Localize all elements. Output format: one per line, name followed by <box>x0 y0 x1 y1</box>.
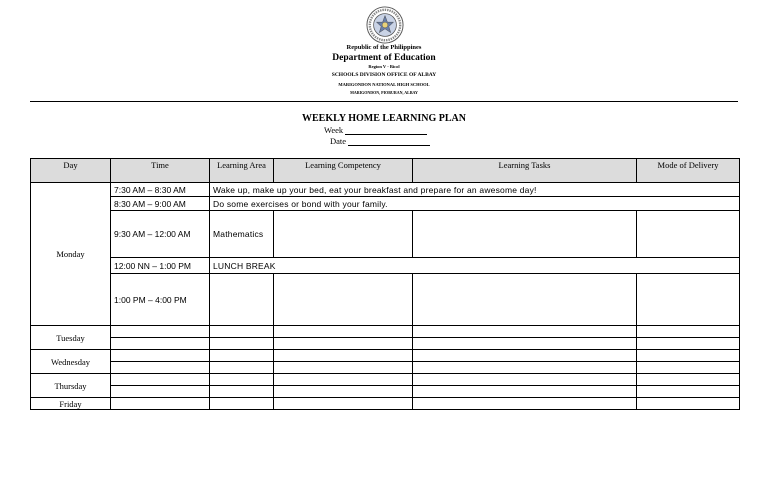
division-office: SCHOOLS DIVISION OFFICE OF ALBAY <box>331 72 437 78</box>
day-friday: Friday <box>31 398 111 410</box>
tasks-cell[interactable] <box>413 326 637 338</box>
deped-seal <box>366 6 404 44</box>
time-cell: 7:30 AM – 8:30 AM <box>111 183 210 197</box>
activity-cell[interactable]: Do some exercises or bond with your family. <box>210 197 740 211</box>
week-label: Week <box>324 125 344 135</box>
table-row <box>31 386 740 398</box>
header-learning-tasks: Learning Tasks <box>413 159 637 183</box>
time-cell[interactable] <box>111 362 210 374</box>
learning-area-cell[interactable]: Mathematics <box>210 211 274 258</box>
competency-cell[interactable] <box>274 374 413 386</box>
delivery-cell[interactable] <box>637 362 740 374</box>
date-label: Date <box>330 136 347 146</box>
table-row <box>31 326 740 338</box>
region-text: Region V - Bicol <box>368 64 400 69</box>
learning-area-cell[interactable] <box>210 374 274 386</box>
time-cell[interactable] <box>111 326 210 338</box>
department-name: Department of Education <box>332 53 436 63</box>
table-row <box>31 274 740 326</box>
week-blank-line[interactable] <box>345 126 427 135</box>
plan-title: WEEKLY HOME LEARNING PLAN <box>301 113 466 124</box>
time-cell: 12:00 NN – 1:00 PM <box>111 258 210 274</box>
time-cell[interactable] <box>111 374 210 386</box>
delivery-cell[interactable] <box>637 350 740 362</box>
time-cell: 9:30 AM – 12:00 AM <box>111 211 210 258</box>
competency-cell[interactable] <box>274 362 413 374</box>
day-tuesday: Tuesday <box>31 326 111 350</box>
delivery-cell[interactable] <box>637 338 740 350</box>
delivery-cell[interactable] <box>637 326 740 338</box>
school-address: MARIGONDON, PIOBURAN, ALBAY <box>350 90 418 95</box>
header-learning-competency: Learning Competency <box>274 159 413 183</box>
table-row <box>31 374 740 386</box>
date-blank-line[interactable] <box>348 137 430 146</box>
day-monday: Monday <box>31 183 111 326</box>
republic-text: Republic of the Philippines <box>346 44 422 51</box>
table-row <box>31 350 740 362</box>
table-row <box>31 362 740 374</box>
delivery-cell[interactable] <box>637 386 740 398</box>
table-row <box>31 197 740 211</box>
tasks-cell[interactable] <box>413 350 637 362</box>
header-mode-of-delivery: Mode of Delivery <box>637 159 740 183</box>
learning-plan-table <box>30 158 740 410</box>
tasks-cell[interactable] <box>413 374 637 386</box>
time-cell: 8:30 AM – 9:00 AM <box>111 197 210 211</box>
tasks-cell[interactable] <box>413 398 637 410</box>
competency-cell[interactable] <box>274 338 413 350</box>
table-row <box>31 258 740 274</box>
delivery-cell[interactable] <box>637 374 740 386</box>
time-cell[interactable] <box>111 398 210 410</box>
school-name: MARIGONDON NATIONAL HIGH SCHOOL <box>338 82 430 87</box>
activity-cell[interactable]: Wake up, make up your bed, eat your breakfast and prepare for an awesome day! <box>210 183 740 197</box>
tasks-cell[interactable] <box>413 338 637 350</box>
header-divider <box>30 101 738 102</box>
competency-cell[interactable] <box>274 326 413 338</box>
competency-cell[interactable] <box>274 386 413 398</box>
learning-area-cell[interactable] <box>210 338 274 350</box>
delivery-cell[interactable] <box>637 274 740 326</box>
tasks-cell[interactable] <box>413 362 637 374</box>
header-learning-area: Learning Area <box>210 159 274 183</box>
header-time: Time <box>111 159 210 183</box>
competency-cell[interactable] <box>274 274 413 326</box>
learning-area-cell[interactable] <box>210 326 274 338</box>
time-cell[interactable] <box>111 386 210 398</box>
learning-area-cell[interactable] <box>210 350 274 362</box>
delivery-cell[interactable] <box>637 211 740 258</box>
time-cell[interactable] <box>111 338 210 350</box>
day-thursday: Thursday <box>31 374 111 398</box>
time-cell: 1:00 PM – 4:00 PM <box>111 274 210 326</box>
competency-cell[interactable] <box>274 211 413 258</box>
delivery-cell[interactable] <box>637 398 740 410</box>
learning-area-cell[interactable] <box>210 398 274 410</box>
tasks-cell[interactable] <box>413 211 637 258</box>
day-wednesday: Wednesday <box>31 350 111 374</box>
time-cell[interactable] <box>111 350 210 362</box>
learning-area-cell[interactable] <box>210 386 274 398</box>
table-header-row <box>31 159 740 183</box>
table-row <box>31 398 740 410</box>
tasks-cell[interactable] <box>413 274 637 326</box>
table-row <box>31 183 740 197</box>
header-day: Day <box>31 159 111 183</box>
competency-cell[interactable] <box>274 398 413 410</box>
learning-area-cell[interactable] <box>210 274 274 326</box>
competency-cell[interactable] <box>274 350 413 362</box>
table-row <box>31 338 740 350</box>
learning-area-cell[interactable] <box>210 362 274 374</box>
lunch-break-cell[interactable]: LUNCH BREAK <box>210 258 740 274</box>
table-row <box>31 211 740 258</box>
tasks-cell[interactable] <box>413 386 637 398</box>
